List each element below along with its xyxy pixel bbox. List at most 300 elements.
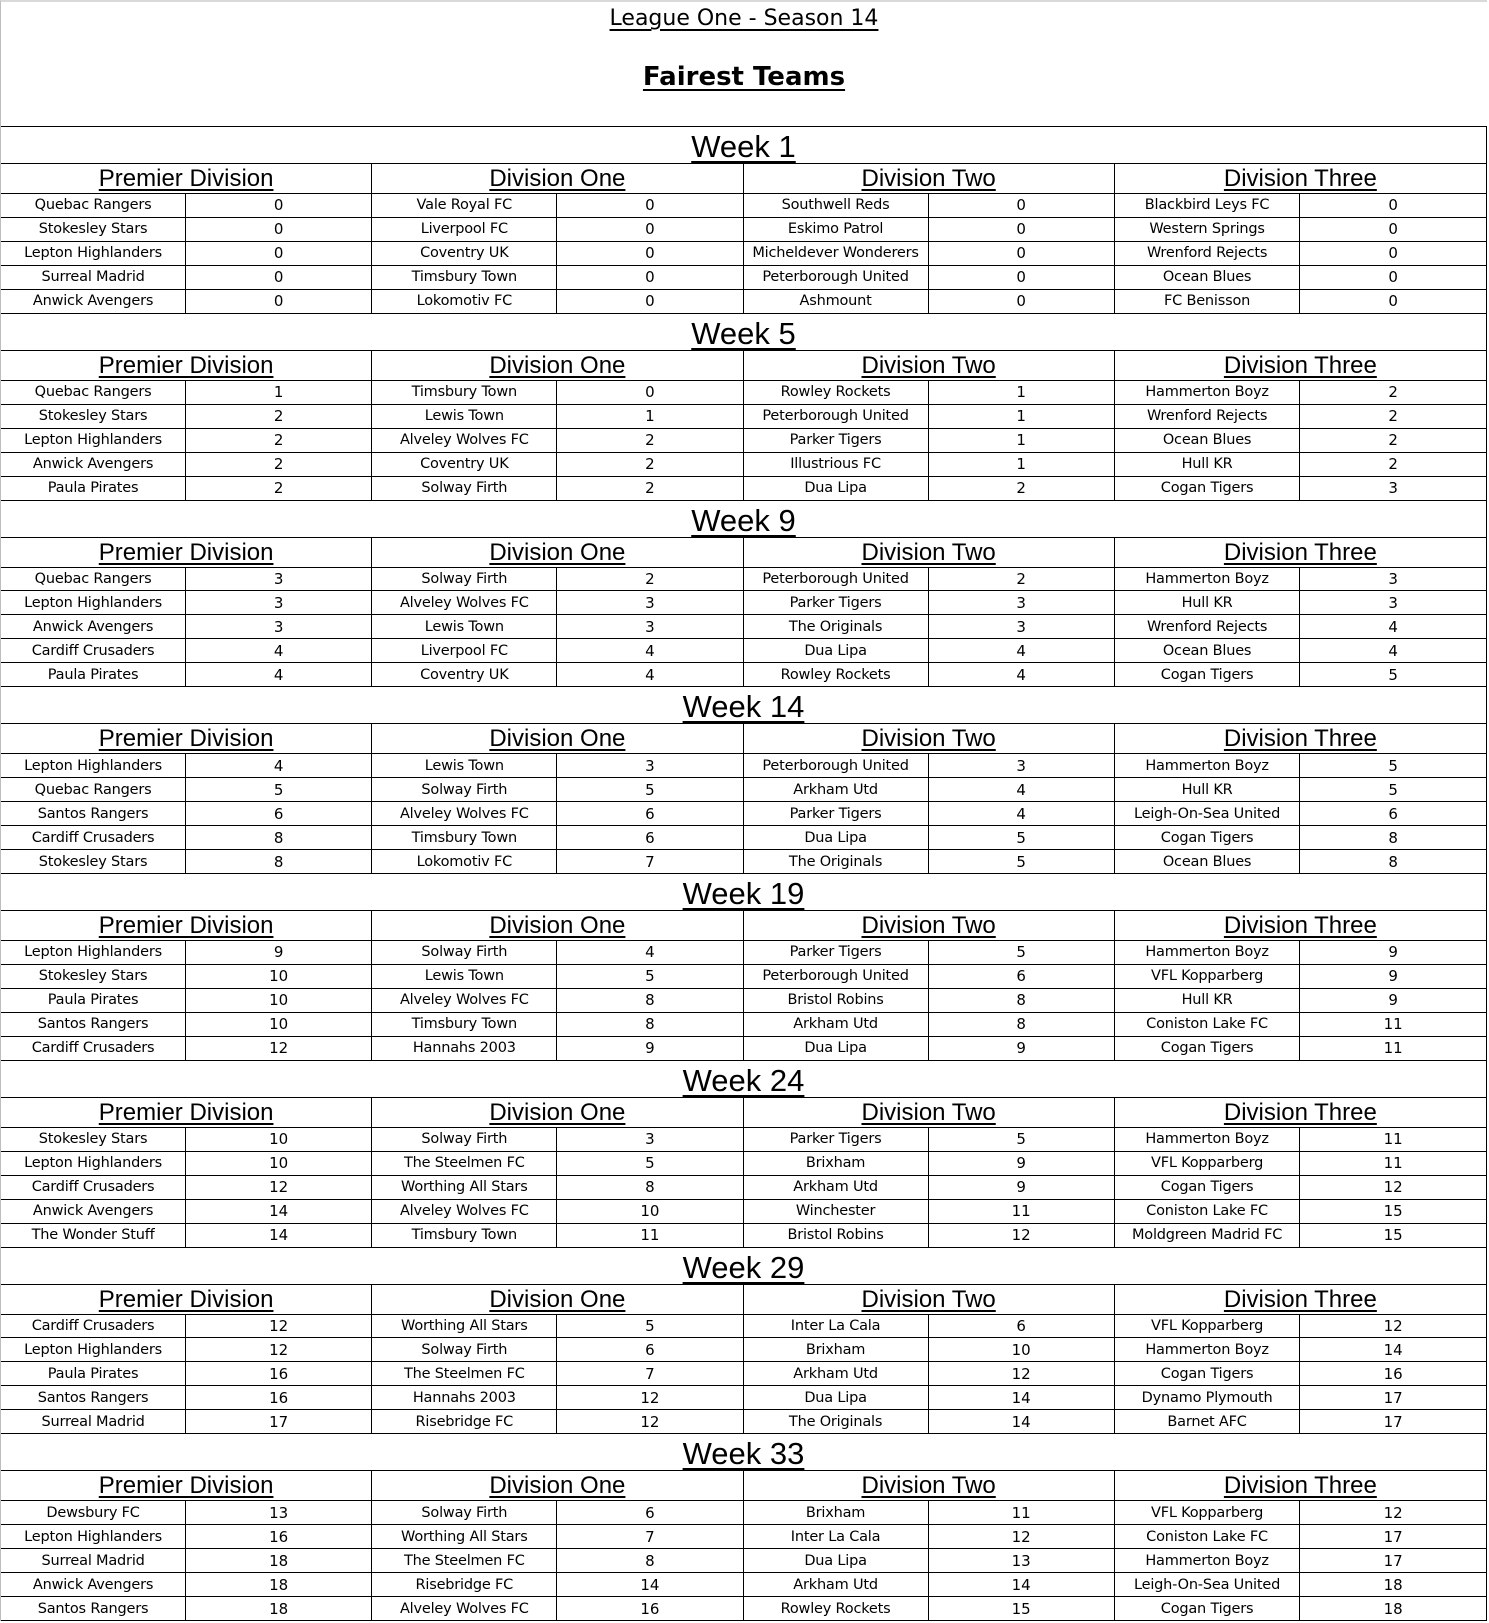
team-name-cell[interactable]: Dewsbury FC [1,1501,186,1524]
team-name-cell[interactable]: Cogan Tigers [1115,663,1301,686]
team-name-cell[interactable]: Paula Pirates [1,989,186,1012]
team-name-cell[interactable]: Quebac Rangers [1,778,186,801]
points-cell[interactable]: 0 [645,196,655,215]
team-name-cell[interactable]: Micheldever Wonderers [744,242,929,265]
points-cell[interactable]: 18 [1383,1599,1403,1618]
team-name-cell[interactable]: VFL Kopparberg [1115,1152,1301,1175]
points-cell[interactable]: 4 [273,641,284,660]
team-name-cell[interactable]: Parker Tigers [744,941,929,964]
team-name-cell[interactable]: Stokesley Stars [1,405,186,428]
team-name-cell[interactable]: Solway Firth [372,477,557,500]
points-cell[interactable]: 12 [269,1178,289,1197]
team-name-cell[interactable]: Ocean Blues [1115,429,1301,452]
team-name-cell[interactable]: Santos Rangers [1,1013,186,1036]
team-name-cell[interactable]: Alveley Wolves FC [372,1200,557,1223]
points-cell[interactable]: 0 [1016,292,1026,311]
points-cell[interactable]: 8 [273,852,284,871]
team-name-cell[interactable]: Dua Lipa [744,1549,929,1572]
points-cell[interactable]: 17 [1383,1551,1403,1570]
team-name-cell[interactable]: Lewis Town [372,754,557,777]
points-cell[interactable]: 4 [1388,617,1398,636]
team-name-cell[interactable]: The Steelmen FC [372,1362,557,1385]
points-cell[interactable]: 2 [645,569,655,588]
team-name-cell[interactable]: Inter La Cala [744,1525,929,1548]
team-name-cell[interactable]: Ashmount [744,290,929,313]
team-name-cell[interactable]: Parker Tigers [744,591,929,614]
team-name-cell[interactable]: Arkham Utd [744,1362,929,1385]
team-name-cell[interactable]: Coniston Lake FC [1115,1525,1301,1548]
points-cell[interactable]: 0 [1016,196,1026,215]
points-cell[interactable]: 12 [1383,1316,1403,1335]
team-name-cell[interactable]: Leigh-On-Sea United [1115,802,1301,825]
points-cell[interactable]: 10 [269,991,289,1010]
points-cell[interactable]: 8 [1016,991,1026,1010]
points-cell[interactable]: 6 [645,1503,655,1522]
team-name-cell[interactable]: Rowley Rockets [744,1597,929,1620]
team-name-cell[interactable]: Moldgreen Madrid FC [1115,1224,1301,1247]
points-cell[interactable]: 0 [645,292,655,311]
team-name-cell[interactable]: Risebridge FC [372,1410,557,1433]
points-cell[interactable]: 6 [1388,804,1398,823]
points-cell[interactable]: 10 [269,967,289,986]
points-cell[interactable]: 11 [1383,1015,1403,1034]
points-cell[interactable]: 2 [273,431,284,450]
team-name-cell[interactable]: Dua Lipa [744,477,929,500]
team-name-cell[interactable]: The Originals [744,850,929,873]
team-name-cell[interactable]: Ocean Blues [1115,639,1301,662]
team-name-cell[interactable]: Paula Pirates [1,663,186,686]
team-name-cell[interactable]: The Originals [744,1410,929,1433]
points-cell[interactable]: 8 [645,1015,655,1034]
team-name-cell[interactable]: Alveley Wolves FC [372,429,557,452]
points-cell[interactable]: 11 [1011,1202,1031,1221]
team-name-cell[interactable]: The Originals [744,615,929,638]
team-name-cell[interactable]: Vale Royal FC [372,194,557,217]
team-name-cell[interactable]: Solway Firth [372,778,557,801]
points-cell[interactable]: 6 [1016,967,1026,986]
team-name-cell[interactable]: Coventry UK [372,453,557,476]
points-cell[interactable]: 5 [645,1316,655,1335]
team-name-cell[interactable]: Solway Firth [372,941,557,964]
points-cell[interactable]: 5 [1388,665,1398,684]
team-name-cell[interactable]: Santos Rangers [1,1386,186,1409]
points-cell[interactable]: 6 [645,1340,655,1359]
team-name-cell[interactable]: Cogan Tigers [1115,1176,1301,1199]
points-cell[interactable]: 3 [1388,569,1398,588]
team-name-cell[interactable]: Coniston Lake FC [1115,1013,1301,1036]
points-cell[interactable]: 5 [645,1154,655,1173]
points-cell[interactable]: 14 [269,1202,289,1221]
team-name-cell[interactable]: Hull KR [1115,591,1301,614]
points-cell[interactable]: 5 [1388,756,1398,775]
points-cell[interactable]: 17 [269,1412,289,1431]
team-name-cell[interactable]: Lepton Highlanders [1,429,186,452]
points-cell[interactable]: 6 [1016,1316,1026,1335]
team-name-cell[interactable]: Cardiff Crusaders [1,1176,186,1199]
points-cell[interactable]: 4 [645,641,655,660]
team-name-cell[interactable]: Peterborough United [744,568,929,591]
points-cell[interactable]: 14 [1011,1575,1031,1594]
team-name-cell[interactable]: Brixham [744,1152,929,1175]
points-cell[interactable]: 0 [273,268,284,287]
team-name-cell[interactable]: Lewis Town [372,405,557,428]
team-name-cell[interactable]: Hammerton Boyz [1115,568,1301,591]
team-name-cell[interactable]: Dua Lipa [744,826,929,849]
points-cell[interactable]: 3 [273,593,284,612]
points-cell[interactable]: 2 [273,455,284,474]
points-cell[interactable]: 8 [273,828,284,847]
team-name-cell[interactable]: Lepton Highlanders [1,754,186,777]
team-name-cell[interactable]: Cardiff Crusaders [1,826,186,849]
team-name-cell[interactable]: The Steelmen FC [372,1549,557,1572]
points-cell[interactable]: 17 [1383,1412,1403,1431]
points-cell[interactable]: 9 [1016,1039,1026,1058]
points-cell[interactable]: 5 [645,967,655,986]
points-cell[interactable]: 17 [1383,1388,1403,1407]
points-cell[interactable]: 5 [1016,828,1026,847]
points-cell[interactable]: 8 [1388,852,1398,871]
team-name-cell[interactable]: Surreal Madrid [1,1410,186,1433]
points-cell[interactable]: 0 [1016,268,1026,287]
team-name-cell[interactable]: Worthing All Stars [372,1525,557,1548]
team-name-cell[interactable]: Hammerton Boyz [1115,1128,1301,1151]
points-cell[interactable]: 2 [645,431,655,450]
team-name-cell[interactable]: The Steelmen FC [372,1152,557,1175]
points-cell[interactable]: 3 [273,569,284,588]
points-cell[interactable]: 11 [1383,1130,1403,1149]
points-cell[interactable]: 16 [640,1599,660,1618]
team-name-cell[interactable]: Hannahs 2003 [372,1037,557,1060]
points-cell[interactable]: 1 [645,407,655,426]
team-name-cell[interactable]: VFL Kopparberg [1115,1315,1301,1338]
team-name-cell[interactable]: Lepton Highlanders [1,1525,186,1548]
points-cell[interactable]: 0 [645,268,655,287]
points-cell[interactable]: 4 [1016,641,1026,660]
team-name-cell[interactable]: Winchester [744,1200,929,1223]
team-name-cell[interactable]: Dua Lipa [744,639,929,662]
team-name-cell[interactable]: Quebac Rangers [1,381,186,404]
team-name-cell[interactable]: Peterborough United [744,266,929,289]
team-name-cell[interactable]: Anwick Avengers [1,1200,186,1223]
team-name-cell[interactable]: FC Benisson [1115,290,1301,313]
team-name-cell[interactable]: Parker Tigers [744,429,929,452]
team-name-cell[interactable]: Lokomotiv FC [372,850,557,873]
points-cell[interactable]: 0 [1016,220,1026,239]
points-cell[interactable]: 3 [1016,593,1026,612]
team-name-cell[interactable]: Barnet AFC [1115,1410,1301,1433]
team-name-cell[interactable]: Solway Firth [372,1338,557,1361]
points-cell[interactable]: 3 [1016,617,1026,636]
team-name-cell[interactable]: Anwick Avengers [1,615,186,638]
points-cell[interactable]: 0 [273,292,284,311]
team-name-cell[interactable]: Hammerton Boyz [1115,1549,1301,1572]
team-name-cell[interactable]: Cogan Tigers [1115,826,1301,849]
team-name-cell[interactable]: Stokesley Stars [1,965,186,988]
points-cell[interactable]: 5 [1016,852,1026,871]
points-cell[interactable]: 10 [1011,1340,1031,1359]
points-cell[interactable]: 12 [1011,1226,1031,1245]
points-cell[interactable]: 0 [273,220,284,239]
team-name-cell[interactable]: Timsbury Town [372,826,557,849]
points-cell[interactable]: 3 [1388,593,1398,612]
team-name-cell[interactable]: Lepton Highlanders [1,591,186,614]
points-cell[interactable]: 14 [1011,1412,1031,1431]
points-cell[interactable]: 13 [1011,1551,1031,1570]
team-name-cell[interactable]: Santos Rangers [1,802,186,825]
team-name-cell[interactable]: VFL Kopparberg [1115,965,1301,988]
team-name-cell[interactable]: Cogan Tigers [1115,1362,1301,1385]
team-name-cell[interactable]: Alveley Wolves FC [372,591,557,614]
points-cell[interactable]: 1 [1016,431,1026,450]
points-cell[interactable]: 11 [1383,1039,1403,1058]
team-name-cell[interactable]: Worthing All Stars [372,1176,557,1199]
team-name-cell[interactable]: Cardiff Crusaders [1,639,186,662]
points-cell[interactable]: 9 [1016,1154,1026,1173]
team-name-cell[interactable]: Dua Lipa [744,1037,929,1060]
points-cell[interactable]: 9 [1388,991,1398,1010]
team-name-cell[interactable]: Hannahs 2003 [372,1386,557,1409]
points-cell[interactable]: 18 [1383,1575,1403,1594]
points-cell[interactable]: 11 [1383,1154,1403,1173]
points-cell[interactable]: 10 [269,1015,289,1034]
team-name-cell[interactable]: Blackbird Leys FC [1115,194,1301,217]
points-cell[interactable]: 15 [1011,1599,1031,1618]
team-name-cell[interactable]: Parker Tigers [744,1128,929,1151]
team-name-cell[interactable]: Arkham Utd [744,1573,929,1596]
points-cell[interactable]: 5 [1016,1130,1026,1149]
team-name-cell[interactable]: Liverpool FC [372,639,557,662]
points-cell[interactable]: 4 [645,943,655,962]
team-name-cell[interactable]: Lepton Highlanders [1,941,186,964]
points-cell[interactable]: 4 [645,665,655,684]
team-name-cell[interactable]: Cogan Tigers [1115,1037,1301,1060]
points-cell[interactable]: 4 [1016,804,1026,823]
points-cell[interactable]: 15 [1383,1202,1403,1221]
team-name-cell[interactable]: Anwick Avengers [1,1573,186,1596]
points-cell[interactable]: 12 [269,1316,289,1335]
team-name-cell[interactable]: Solway Firth [372,1501,557,1524]
team-name-cell[interactable]: Liverpool FC [372,218,557,241]
team-name-cell[interactable]: Parker Tigers [744,802,929,825]
points-cell[interactable]: 1 [273,383,284,402]
team-name-cell[interactable]: Lewis Town [372,965,557,988]
team-name-cell[interactable]: Lokomotiv FC [372,290,557,313]
team-name-cell[interactable]: Lepton Highlanders [1,242,186,265]
team-name-cell[interactable]: Risebridge FC [372,1573,557,1596]
team-name-cell[interactable]: Dynamo Plymouth [1115,1386,1301,1409]
team-name-cell[interactable]: Hull KR [1115,989,1301,1012]
team-name-cell[interactable]: Stokesley Stars [1,1128,186,1151]
points-cell[interactable]: 15 [1383,1226,1403,1245]
points-cell[interactable]: 1 [1016,455,1026,474]
team-name-cell[interactable]: Quebac Rangers [1,194,186,217]
team-name-cell[interactable]: Leigh-On-Sea United [1115,1573,1301,1596]
team-name-cell[interactable]: Arkham Utd [744,1013,929,1036]
points-cell[interactable]: 16 [269,1388,289,1407]
points-cell[interactable]: 0 [1388,244,1398,263]
points-cell[interactable]: 9 [1388,967,1398,986]
team-name-cell[interactable]: Wrenford Rejects [1115,405,1301,428]
points-cell[interactable]: 2 [273,479,284,498]
points-cell[interactable]: 18 [269,1575,289,1594]
points-cell[interactable]: 0 [1388,220,1398,239]
team-name-cell[interactable]: Wrenford Rejects [1115,242,1301,265]
team-name-cell[interactable]: Lewis Town [372,615,557,638]
points-cell[interactable]: 8 [1388,828,1398,847]
team-name-cell[interactable]: Southwell Reds [744,194,929,217]
team-name-cell[interactable]: Coventry UK [372,663,557,686]
points-cell[interactable]: 2 [1016,479,1026,498]
points-cell[interactable]: 0 [645,220,655,239]
team-name-cell[interactable]: Paula Pirates [1,477,186,500]
points-cell[interactable]: 3 [645,593,655,612]
team-name-cell[interactable]: Surreal Madrid [1,1549,186,1572]
points-cell[interactable]: 5 [1388,780,1398,799]
team-name-cell[interactable]: Hammerton Boyz [1115,941,1301,964]
team-name-cell[interactable]: Coniston Lake FC [1115,1200,1301,1223]
team-name-cell[interactable]: Hull KR [1115,778,1301,801]
team-name-cell[interactable]: VFL Kopparberg [1115,1501,1301,1524]
team-name-cell[interactable]: Solway Firth [372,1128,557,1151]
team-name-cell[interactable]: Anwick Avengers [1,453,186,476]
points-cell[interactable]: 12 [640,1388,660,1407]
team-name-cell[interactable]: Cardiff Crusaders [1,1315,186,1338]
team-name-cell[interactable]: Peterborough United [744,405,929,428]
points-cell[interactable]: 9 [1388,943,1398,962]
points-cell[interactable]: 17 [1383,1527,1403,1546]
points-cell[interactable]: 4 [1016,780,1026,799]
team-name-cell[interactable]: Peterborough United [744,754,929,777]
points-cell[interactable]: 3 [1016,756,1026,775]
team-name-cell[interactable]: Paula Pirates [1,1362,186,1385]
points-cell[interactable]: 12 [640,1412,660,1431]
points-cell[interactable]: 14 [1383,1340,1403,1359]
points-cell[interactable]: 8 [645,991,655,1010]
points-cell[interactable]: 16 [1383,1364,1403,1383]
team-name-cell[interactable]: Brixham [744,1501,929,1524]
points-cell[interactable]: 4 [273,665,284,684]
points-cell[interactable]: 7 [645,1527,655,1546]
points-cell[interactable]: 5 [1016,943,1026,962]
team-name-cell[interactable]: Ocean Blues [1115,850,1301,873]
points-cell[interactable]: 4 [1016,665,1026,684]
team-name-cell[interactable]: Coventry UK [372,242,557,265]
team-name-cell[interactable]: Illustrious FC [744,453,929,476]
team-name-cell[interactable]: Rowley Rockets [744,663,929,686]
team-name-cell[interactable]: Eskimo Patrol [744,218,929,241]
team-name-cell[interactable]: Stokesley Stars [1,850,186,873]
team-name-cell[interactable]: Santos Rangers [1,1597,186,1620]
points-cell[interactable]: 0 [645,383,655,402]
team-name-cell[interactable]: Hammerton Boyz [1115,381,1301,404]
team-name-cell[interactable]: Bristol Robins [744,989,929,1012]
team-name-cell[interactable]: Western Springs [1115,218,1301,241]
points-cell[interactable]: 0 [1388,268,1398,287]
team-name-cell[interactable]: The Wonder Stuff [1,1224,186,1247]
team-name-cell[interactable]: Brixham [744,1338,929,1361]
points-cell[interactable]: 2 [1016,569,1026,588]
team-name-cell[interactable]: Timsbury Town [372,381,557,404]
team-name-cell[interactable]: Bristol Robins [744,1224,929,1247]
points-cell[interactable]: 6 [273,804,284,823]
points-cell[interactable]: 0 [645,244,655,263]
team-name-cell[interactable]: Arkham Utd [744,778,929,801]
points-cell[interactable]: 0 [273,244,284,263]
team-name-cell[interactable]: Alveley Wolves FC [372,989,557,1012]
team-name-cell[interactable]: Alveley Wolves FC [372,1597,557,1620]
points-cell[interactable]: 0 [1388,196,1398,215]
points-cell[interactable]: 2 [1388,431,1398,450]
team-name-cell[interactable]: Cardiff Crusaders [1,1037,186,1060]
points-cell[interactable]: 3 [645,756,655,775]
points-cell[interactable]: 5 [273,780,284,799]
points-cell[interactable]: 8 [645,1551,655,1570]
team-name-cell[interactable]: Solway Firth [372,568,557,591]
points-cell[interactable]: 16 [269,1527,289,1546]
points-cell[interactable]: 0 [1388,292,1398,311]
points-cell[interactable]: 3 [645,617,655,636]
points-cell[interactable]: 12 [269,1340,289,1359]
points-cell[interactable]: 1 [1016,407,1026,426]
team-name-cell[interactable]: Wrenford Rejects [1115,615,1301,638]
points-cell[interactable]: 12 [1011,1364,1031,1383]
points-cell[interactable]: 7 [645,852,655,871]
points-cell[interactable]: 11 [640,1226,660,1245]
points-cell[interactable]: 7 [645,1364,655,1383]
points-cell[interactable]: 10 [269,1130,289,1149]
points-cell[interactable]: 18 [269,1599,289,1618]
points-cell[interactable]: 12 [1011,1527,1031,1546]
points-cell[interactable]: 9 [645,1039,655,1058]
points-cell[interactable]: 8 [645,1178,655,1197]
points-cell[interactable]: 2 [645,455,655,474]
points-cell[interactable]: 4 [1388,641,1398,660]
points-cell[interactable]: 14 [269,1226,289,1245]
team-name-cell[interactable]: Cogan Tigers [1115,1597,1301,1620]
points-cell[interactable]: 9 [1016,1178,1026,1197]
team-name-cell[interactable]: Timsbury Town [372,1013,557,1036]
points-cell[interactable]: 12 [1383,1178,1403,1197]
points-cell[interactable]: 11 [1011,1503,1031,1522]
team-name-cell[interactable]: Dua Lipa [744,1386,929,1409]
points-cell[interactable]: 8 [1016,1015,1026,1034]
team-name-cell[interactable]: Timsbury Town [372,1224,557,1247]
team-name-cell[interactable]: Rowley Rockets [744,381,929,404]
points-cell[interactable]: 2 [1388,455,1398,474]
team-name-cell[interactable]: Surreal Madrid [1,266,186,289]
points-cell[interactable]: 3 [645,1130,655,1149]
points-cell[interactable]: 1 [1016,383,1026,402]
points-cell[interactable]: 14 [640,1575,660,1594]
points-cell[interactable]: 12 [1383,1503,1403,1522]
points-cell[interactable]: 10 [640,1202,660,1221]
points-cell[interactable]: 2 [1388,383,1398,402]
team-name-cell[interactable]: Inter La Cala [744,1315,929,1338]
points-cell[interactable]: 18 [269,1551,289,1570]
points-cell[interactable]: 6 [645,804,655,823]
team-name-cell[interactable]: Timsbury Town [372,266,557,289]
points-cell[interactable]: 5 [645,780,655,799]
points-cell[interactable]: 3 [273,617,284,636]
team-name-cell[interactable]: Lepton Highlanders [1,1338,186,1361]
team-name-cell[interactable]: Hammerton Boyz [1115,754,1301,777]
points-cell[interactable]: 0 [1016,244,1026,263]
points-cell[interactable]: 14 [1011,1388,1031,1407]
points-cell[interactable]: 12 [269,1039,289,1058]
points-cell[interactable]: 3 [1388,479,1398,498]
points-cell[interactable]: 13 [269,1503,289,1522]
team-name-cell[interactable]: Arkham Utd [744,1176,929,1199]
